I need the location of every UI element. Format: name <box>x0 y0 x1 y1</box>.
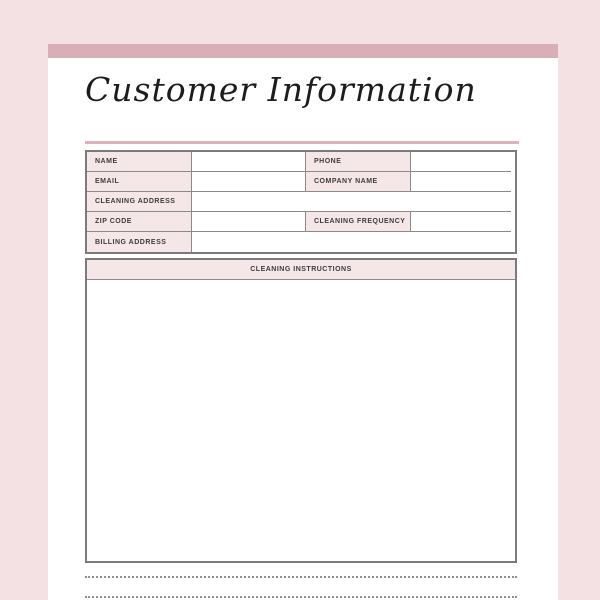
email-field[interactable] <box>192 172 306 192</box>
zip-code-label: ZIP CODE <box>87 212 192 232</box>
cleaning-frequency-field[interactable] <box>411 212 511 232</box>
cleaning-address-label: CLEANING ADDRESS <box>87 192 192 212</box>
name-field[interactable] <box>192 152 306 172</box>
phone-field[interactable] <box>411 152 511 172</box>
cleaning-instructions-field[interactable] <box>87 280 515 561</box>
zip-code-field[interactable] <box>192 212 306 232</box>
document-page <box>48 44 558 600</box>
top-accent-bar <box>48 44 558 58</box>
company-name-label: COMPANY NAME <box>306 172 411 192</box>
phone-label: PHONE <box>306 152 411 172</box>
customer-info-table <box>85 150 517 254</box>
billing-address-field[interactable] <box>192 232 511 252</box>
cleaning-frequency-label: CLEANING FREQUENCY <box>306 212 411 232</box>
dotted-rule-line-2 <box>85 596 517 598</box>
title-divider <box>85 141 519 144</box>
cleaning-instructions-section <box>85 258 517 563</box>
cleaning-address-field[interactable] <box>192 192 511 212</box>
dotted-rule-line-1 <box>85 576 517 578</box>
billing-address-label: BILLING ADDRESS <box>87 232 192 252</box>
email-label: EMAIL <box>87 172 192 192</box>
page-title: Customer Information <box>85 70 477 109</box>
name-label: NAME <box>87 152 192 172</box>
cleaning-instructions-header: CLEANING INSTRUCTIONS <box>87 260 515 280</box>
company-name-field[interactable] <box>411 172 511 192</box>
